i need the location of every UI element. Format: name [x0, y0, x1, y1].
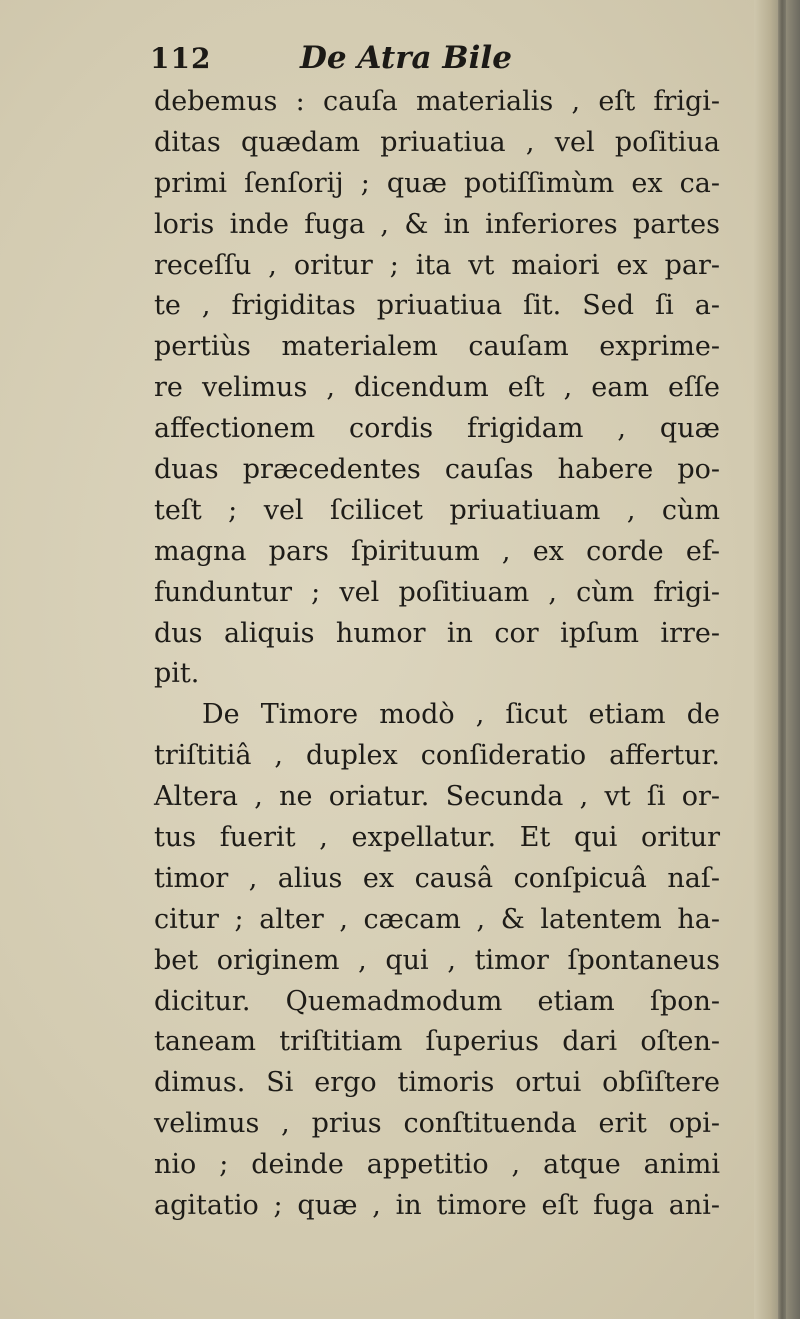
page-binding-edge — [754, 0, 800, 1319]
text-line: velimus , prius conſtituenda erit opi- — [154, 1108, 720, 1140]
text-line: primi ſenſorij ; quæ potiſſimùm ex ca- — [154, 167, 720, 199]
text-line: timor , alius ex causâ conſpicuâ naſ- — [154, 862, 720, 894]
running-title: De Atra Bile — [300, 40, 512, 76]
text-line: bet originem , qui , timor ſpontaneus — [154, 944, 720, 976]
text-line: funduntur ; vel poſitiuam , cùm frigi- — [154, 576, 720, 608]
text-line: Altera , ne oriatur. Secunda , vt ſi or- — [154, 781, 720, 813]
text-line: loris inde fuga , & in inferiores partes — [154, 208, 720, 240]
text-line: nio ; deinde appetitio , atque animi — [154, 1149, 720, 1181]
text-line: pit. — [154, 658, 200, 690]
text-line: ditas quædam priuatiua , vel poſitiua — [154, 126, 720, 158]
text-line: De Timore modò , ſicut etiam de — [202, 699, 720, 731]
text-line: teſt ; vel ſcilicet priuatiuam , cùm — [154, 494, 720, 526]
text-line: affectionem cordis frigidam , quæ — [154, 413, 720, 445]
text-line: dus aliquis humor in cor ipſum irre- — [154, 617, 720, 649]
text-line: te , frigiditas priuatiua ſit. Sed ſi a- — [154, 290, 720, 322]
text-block — [154, 82, 720, 1227]
text-line: dicitur. Quemadmodum etiam ſpon- — [154, 985, 720, 1017]
text-line: duas præcedentes cauſas habere po- — [154, 454, 720, 486]
text-line: pertiùs materialem cauſam exprime- — [154, 331, 720, 363]
text-line: agitatio ; quæ , in timore eſt fuga ani- — [154, 1190, 720, 1222]
text-line: triſtitiâ , duplex conſideratio affertur. — [154, 740, 720, 772]
text-line: citur ; alter , cæcam , & latentem ha- — [154, 903, 720, 935]
text-line: debemus : cauſa materialis , eſt frigi- — [154, 86, 720, 117]
text-line: re velimus , dicendum eſt , eam eſſe — [154, 372, 720, 404]
text-line: magna pars ſpirituum , ex corde ef- — [154, 535, 720, 567]
page-binding-shadow — [778, 0, 786, 1319]
text-line: tus fuerit , expellatur. Et qui oritur — [154, 822, 720, 854]
text-line: dimus. Si ergo timoris ortui obſiſtere — [154, 1067, 720, 1099]
paragraph — [154, 695, 720, 1227]
paragraph — [154, 82, 720, 695]
text-line: taneam triſtitiam ſuperius dari oſten- — [154, 1026, 720, 1058]
page-number: 112 — [150, 42, 212, 75]
text-line: receſſu , oritur ; ita vt maiori ex par- — [154, 249, 720, 281]
